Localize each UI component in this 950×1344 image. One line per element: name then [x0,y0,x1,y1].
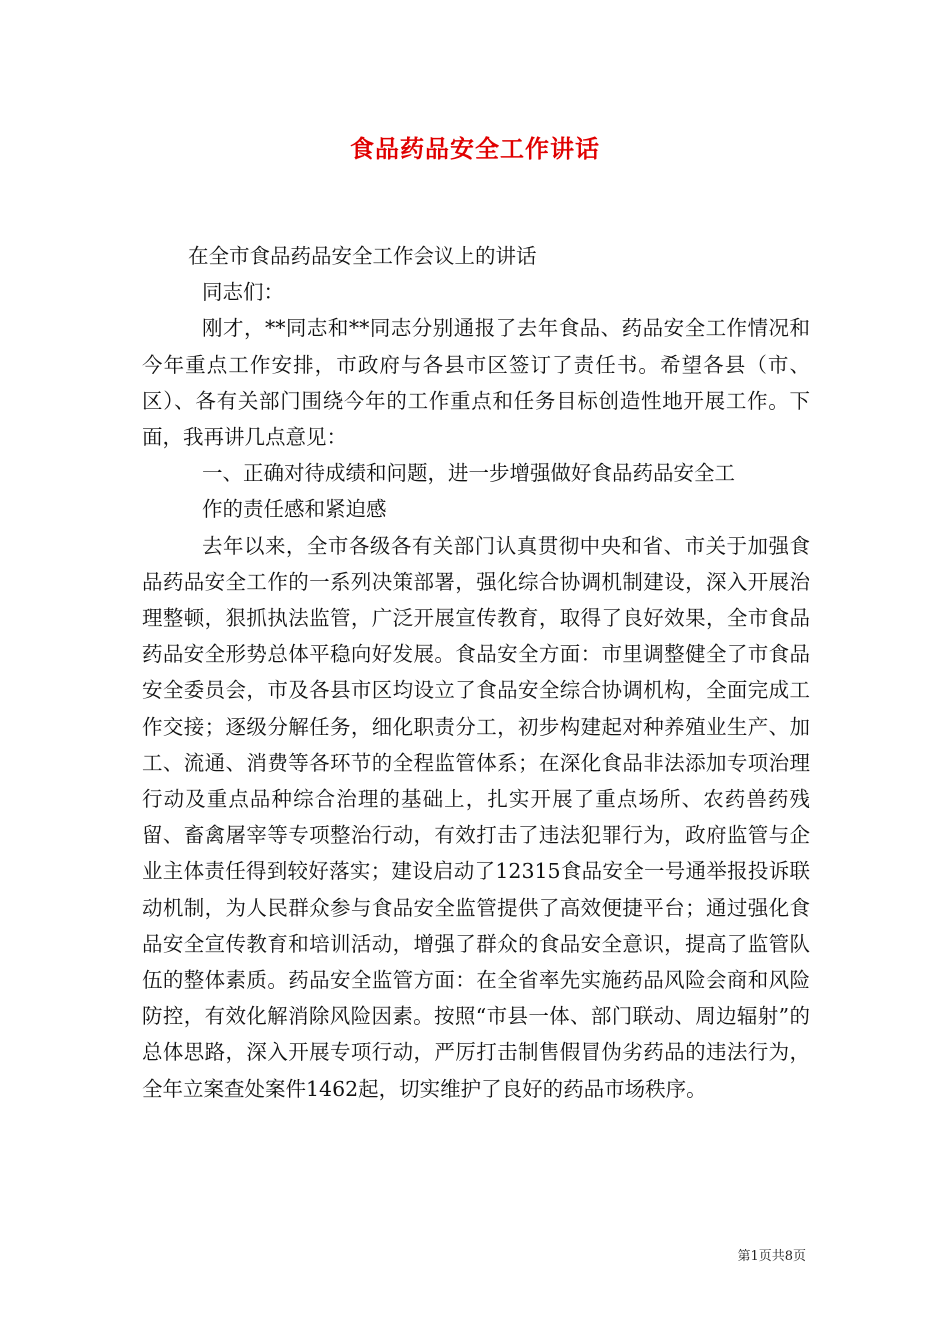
section-heading-line-1: 一、正确对待成绩和问题，进一步增强做好食品药品安全工 [202,461,735,486]
document-title: 食品药品安全工作讲话 [350,134,600,163]
salutation: 同志们： [202,280,284,305]
section-heading-line-2: 作的责任感和紧迫感 [202,497,387,522]
page-indicator: 第1页共8页 [737,1249,806,1264]
speech-subtitle: 在全市食品药品安全工作会议上的讲话 [188,244,537,268]
document-body [142,238,810,1107]
paragraph-achievements: 去年以来，全市各级各有关部门认真贯彻中央和省、市关于加强食品药品安全工作的一系列决策部署，强化综合协调机制建设，深入开展治理整顿，狠抓执法监管，广泛开展宣传教育，取得了良好效果，全市食品药品安全形势总体平稳向好发展。食品安全方面：市里调整健全了市食品安全委员会，市及各县市区均设立了食品安全综合协调机构，全面完成工作交接；逐级分解任务，细化职责分工，初步构建起对种养殖业生产、加工、流通、消费等各环节的全程监管体系；在深化食品非法添加专项治理行动及重点品种综合治理的基础上，扎实开展了重点场所、农药兽药残留、畜禽屠宰等专项整治行动，有效打击了违法犯罪行为，政府监管与企业主体责任得到较好落实；建设启动了12315食品安全一号通举报投诉联动机制，为人民群众参与食品安全监管提供了高效便捷平台；通过强化食品安全宣传教育和培训活动，增强了群众的食品安全意识，提高了监管队伍的整体素质。药品安全监管方面：在全省率先实施药品风险会商和风险防控，有效化解消除风险因素。按照“市县一体、部门联动、周边辐射”的总体思路，深入开展专项行动，严厉打击制售假冒伪劣药品的违法行为，全年立案查处案件1462起，切实维护了良好的药品市场秩序。 [142,533,810,1101]
paragraph-intro: 刚才，**同志和**同志分别通报了去年食品、药品安全工作情况和今年重点工作安排，市政府与各县市区签订了责任书。希望各县（市、区）、各有关部门围绕今年的工作重点和任务目标创造性地开展工作。下面，我再讲几点意见： [142,316,810,450]
